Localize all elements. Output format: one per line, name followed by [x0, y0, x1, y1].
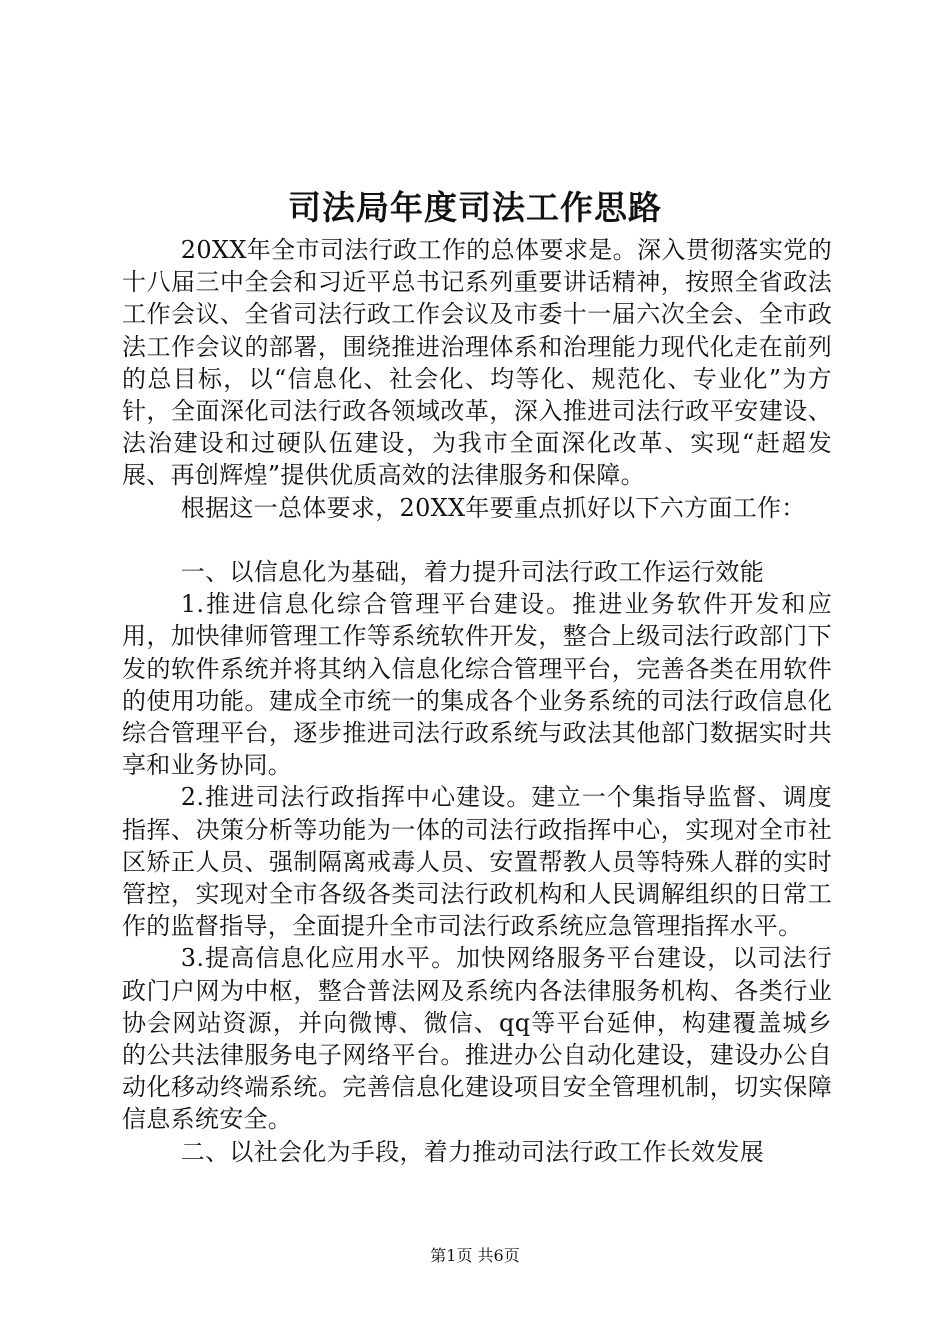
section-heading-informatization: 一、以信息化为基础，着力提升司法行政工作运行效能 — [180, 558, 764, 587]
paragraph-item-3: 3.提高信息化应用水平。加快网络服务平台建设，以司法行政门户网为中枢，整合普法网及系统内各法律服务机构、各类行业协会网站资源，并向微博、微信、qq等平台延伸，构建覆盖城乡的公共法律服务电子网络平台。推进办公自动化建设，建设办公自动化移动终端系统。完善信息化建设项目安全管理机制，切实保障信息系统安全。 — [122, 944, 832, 1134]
paragraph-item-1: 1.推进信息化综合管理平台建设。推进业务软件开发和应用，加快律师管理工作等系统软件开发，整合上级司法行政部门下发的软件系统并将其纳入信息化综合管理平台，完善各类在用软件的使用功能。建成全市统一的集成各个业务系统的司法行政信息化综合管理平台，逐步推进司法行政系统与政法其他部门数据实时共享和业务协同。 — [122, 590, 832, 780]
page-footer: 第1页 共6页 — [430, 1246, 520, 1265]
paragraph-general-requirement: 20XX年全市司法行政工作的总体要求是。深入贯彻落实党的十八届三中全会和习近平总书记系列重要讲话精神，按照全省政法工作会议、全省司法行政工作会议及市委十一届六次全会、全市政法工作会议的部署，围绕推进治理体系和治理能力现代化走在前列的总目标，以“信息化、社会化、均等化、规范化、专业化”为方针，全面深化司法行政各领域改革，深入推进司法行政平安建设、法治建设和过硬队伍建设，为我市全面深化改革、实现“赶超发展、再创辉煌”提供优质高效的法律服务和保障。 — [122, 236, 832, 490]
paragraph-item-2: 2.推进司法行政指挥中心建设。建立一个集指导监督、调度指挥、决策分析等功能为一体的司法行政指挥中心，实现对全市社区矫正人员、强制隔离戒毒人员、安置帮教人员等特殊人群的实时管控，实现对全市各级各类司法行政机构和人民调解组织的日常工作的监督指导，全面提升全市司法行政系统应急管理指挥水平。 — [122, 783, 832, 941]
section-heading-socialization: 二、以社会化为手段，着力推动司法行政工作长效发展 — [180, 1137, 764, 1166]
document-title: 司法局年度司法工作思路 — [288, 188, 662, 227]
document-body — [122, 234, 832, 1168]
paragraph-six-tasks-intro: 根据这一总体要求，20XX年要重点抓好以下六方面工作： — [180, 493, 806, 522]
blank-line — [122, 524, 832, 556]
